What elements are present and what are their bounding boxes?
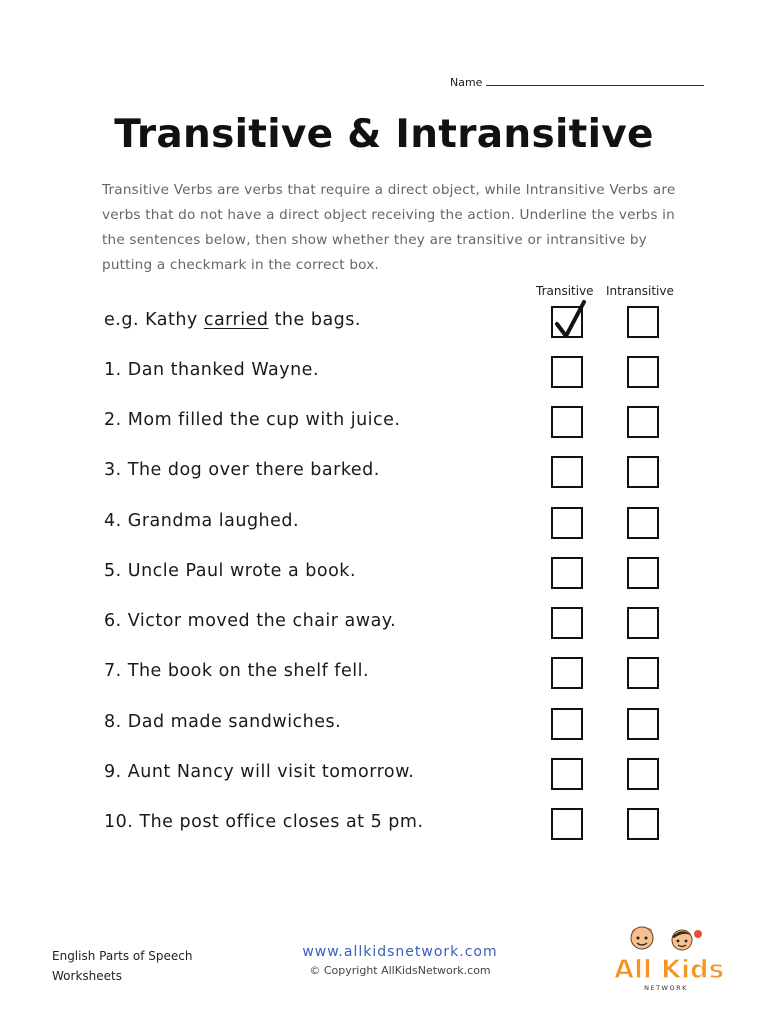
transitive-checkbox[interactable] [551,456,583,488]
intransitive-checkbox[interactable] [627,607,659,639]
example-suffix: the bags. [268,310,361,330]
sentence-row [104,758,664,794]
sentence-row [104,356,664,392]
intransitive-checkbox[interactable] [627,557,659,589]
column-header-intransitive: Intransitive [606,284,674,298]
transitive-checkbox[interactable] [551,406,583,438]
sentence-text: 6. Victor moved the chair away. [104,611,397,631]
intransitive-checkbox[interactable] [627,808,659,840]
sentence-text: 9. Aunt Nancy will visit tomorrow. [104,762,415,782]
example-sentence [104,310,361,330]
sentence-text: 2. Mom filled the cup with juice. [104,410,401,430]
name-field[interactable] [450,76,704,89]
example-row [104,306,664,342]
transitive-checkbox[interactable] [551,708,583,740]
intransitive-checkbox[interactable] [627,708,659,740]
sentence-row [104,507,664,543]
intransitive-checkbox[interactable] [627,507,659,539]
transitive-checkbox[interactable] [551,808,583,840]
website-link[interactable]: www.allkidsnetwork.com [302,944,498,960]
sentence-row [104,406,664,442]
checkmark-icon [551,298,591,342]
intransitive-checkbox[interactable] [627,356,659,388]
sentence-text: 3. The dog over there barked. [104,460,380,480]
logo-text: All Kids [614,955,725,985]
intransitive-checkbox[interactable] [627,758,659,790]
sentence-text: 8. Dad made sandwiches. [104,712,342,732]
intransitive-checkbox[interactable] [627,406,659,438]
sentence-row [104,708,664,744]
sentence-row [104,557,664,593]
sentence-row [104,607,664,643]
transitive-checkbox[interactable] [551,557,583,589]
series-line-2: Worksheets [52,969,122,983]
sentence-row [104,456,664,492]
footer-center [250,944,550,977]
transitive-checkbox[interactable] [551,758,583,790]
sentence-row [104,657,664,693]
sentence-text: 5. Uncle Paul wrote a book. [104,561,357,581]
sentence-text: 4. Grandma laughed. [104,511,300,531]
worksheet-title: Transitive & Intransitive [114,112,654,157]
logo-subtext: NETWORK [644,984,688,992]
intransitive-checkbox[interactable] [627,306,659,338]
allkids-logo-icon [604,918,728,994]
transitive-checkbox[interactable] [551,607,583,639]
transitive-checkbox[interactable] [551,657,583,689]
intransitive-checkbox[interactable] [627,657,659,689]
worksheet-series-label [52,946,192,986]
example-verb: carried [203,310,269,330]
sentence-row [104,808,664,844]
sentence-text: 1. Dan thanked Wayne. [104,360,320,380]
intransitive-checkbox[interactable] [627,456,659,488]
column-header-transitive: Transitive [536,284,594,298]
example-prefix: e.g. Kathy [104,310,204,330]
series-line-1: English Parts of Speech [52,949,193,963]
transitive-checkbox[interactable] [551,356,583,388]
name-blank-line[interactable] [486,76,704,86]
copyright-text: © Copyright AllKidsNetwork.com [309,964,491,977]
instructions-text: Transitive Verbs are verbs that require a direct object, while Intransitive Verbs are verbs that do not have a direct object receiving the action. Underline the verbs in the sentences below, then show whether they are transitive or intransitive by putting a checkmark in the correct box. [102,182,676,273]
name-label: Name [450,76,483,89]
sentence-text: 10. The post office closes at 5 pm. [104,812,424,832]
transitive-checkbox[interactable] [551,507,583,539]
sentence-text: 7. The book on the shelf fell. [104,661,370,681]
